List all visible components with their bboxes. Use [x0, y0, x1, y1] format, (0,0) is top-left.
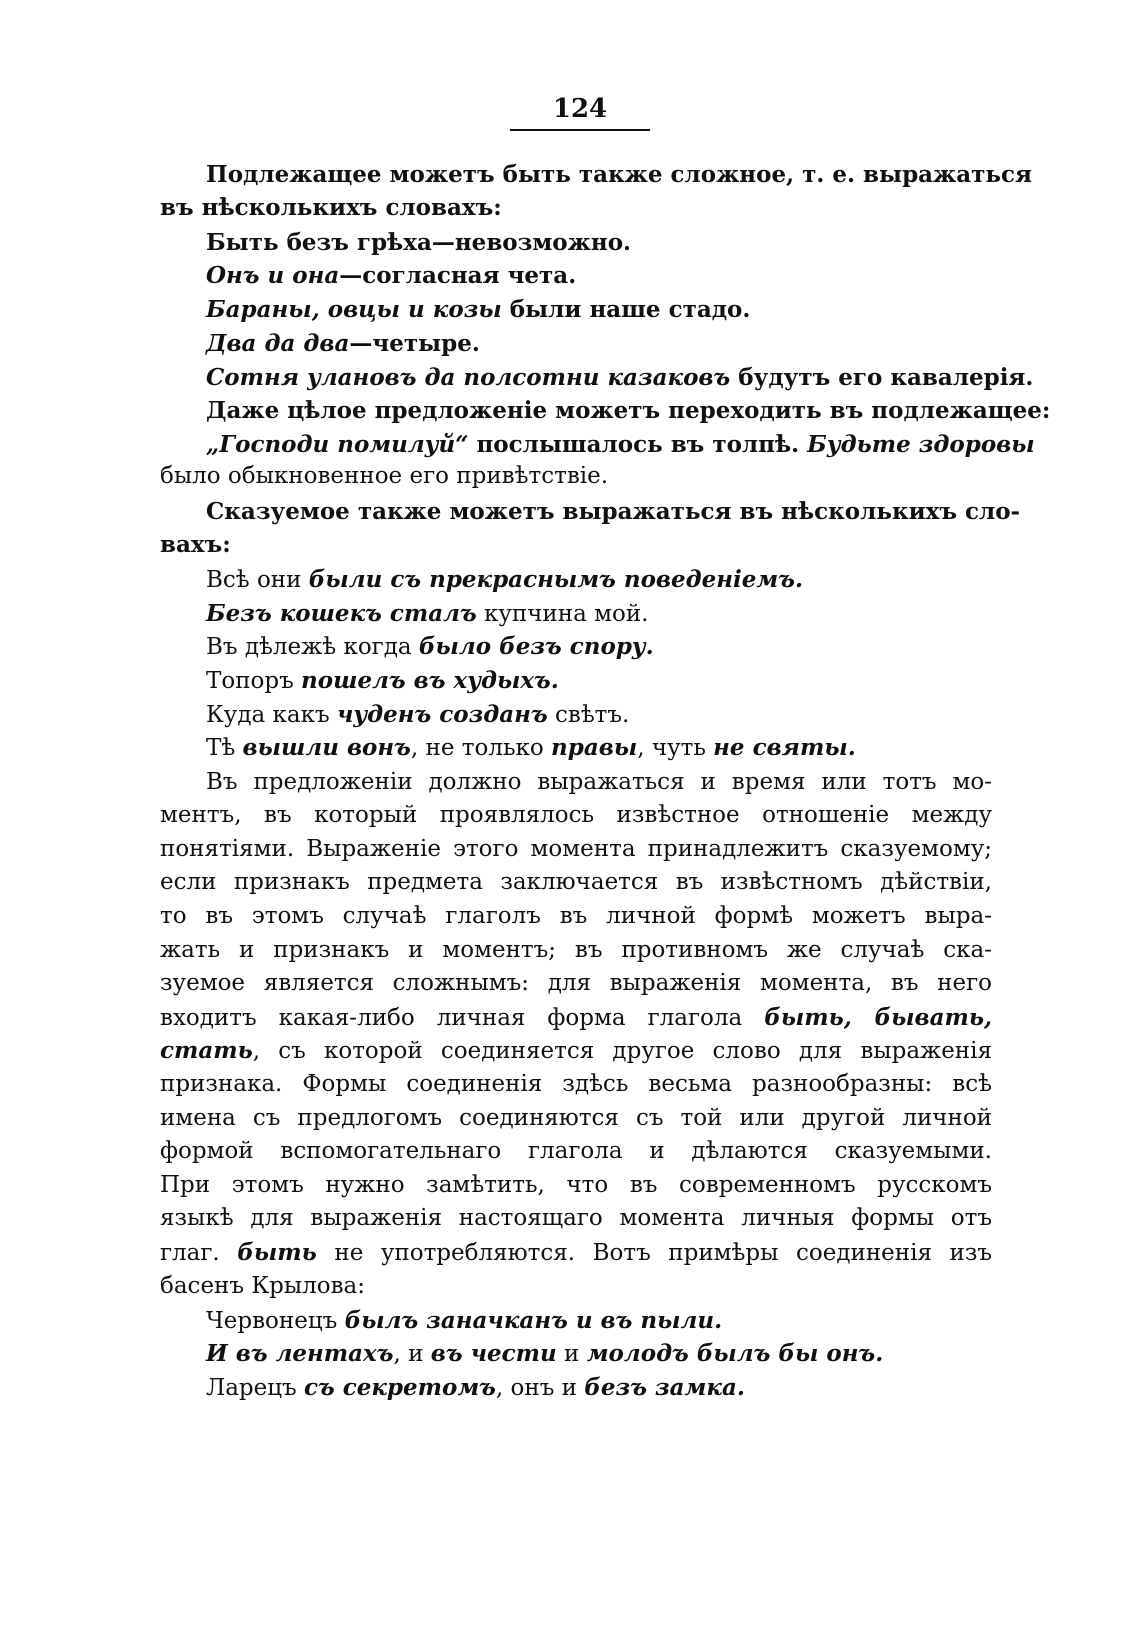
italic-text-run: правы — [551, 734, 638, 761]
italic-text-run: не святы. — [713, 734, 856, 761]
text-line — [206, 327, 992, 361]
italic-text-run: съ секретомъ — [303, 1374, 496, 1401]
text-line — [206, 259, 992, 293]
text-line — [206, 563, 992, 597]
text-line — [206, 664, 992, 698]
text-line — [160, 833, 992, 866]
text-run: , не только — [410, 735, 552, 761]
text-run: вахъ: — [160, 531, 231, 558]
text-line — [160, 1202, 992, 1235]
italic-text-run: Онъ и она — [206, 262, 340, 289]
italic-text-run: чуденъ созданъ — [336, 701, 548, 728]
text-run: понятіями. Выраженіе этого момента принадлежитъ сказуемому; — [160, 836, 992, 862]
text-run: , и — [393, 1341, 431, 1367]
text-run: Быть безъ грѣха—невозможно. — [206, 229, 632, 256]
text-line — [160, 1169, 992, 1202]
text-run: Въ предложеніи должно выражаться и время или тотъ мо- — [206, 769, 992, 795]
text-run: Даже цѣлое предложеніе можетъ переходить въ подлежащее: — [206, 397, 1051, 424]
text-run: купчина мой. — [476, 601, 649, 627]
italic-text-run: были съ прекраснымъ поведеніемъ. — [308, 566, 804, 593]
page-number: 124 — [552, 94, 608, 124]
text-run: формой вспомогательнаго глагола и дѣлаются сказуемыми. — [160, 1138, 992, 1164]
text-run: будутъ его кавалерія. — [730, 364, 1034, 391]
text-run: ментъ, въ который проявлялось извѣстное отношеніе между — [160, 802, 992, 828]
text-line — [160, 191, 992, 225]
text-run: —согласная чета. — [339, 262, 577, 289]
italic-text-run: Будьте здоровы — [807, 431, 1035, 458]
italic-text-run: въ чести — [430, 1340, 557, 1367]
text-line — [160, 1001, 992, 1035]
text-line — [206, 1371, 992, 1405]
text-line — [206, 428, 1035, 462]
text-run: имена съ предлогомъ соединяются съ той или другой личной — [160, 1105, 992, 1131]
italic-text-run: быть, бывать, — [764, 1004, 993, 1031]
text-run: Топоръ — [206, 668, 302, 694]
text-run: было обыкновенное его привѣтствіе. — [160, 463, 609, 489]
text-run: если признакъ предмета заключается въ извѣстномъ дѣйствіи, — [160, 869, 992, 895]
text-line — [206, 1337, 992, 1371]
text-run: свѣтъ. — [547, 702, 630, 728]
italic-text-run: былъ заначканъ и въ пыли. — [344, 1307, 723, 1334]
text-line — [160, 1270, 992, 1303]
text-line — [206, 1304, 992, 1338]
italic-text-run: пошелъ въ худыхъ. — [301, 667, 559, 694]
text-run: глаг. — [160, 1240, 238, 1266]
italic-text-run: стать — [160, 1037, 253, 1064]
text-line — [160, 967, 992, 1000]
text-run: были наше стадо. — [501, 296, 751, 323]
text-line — [160, 1068, 992, 1101]
text-run: и — [556, 1341, 587, 1367]
text-run: Червонецъ — [206, 1308, 345, 1334]
text-line — [206, 597, 992, 631]
text-line — [160, 460, 992, 493]
italic-text-run: Бараны, овцы и козы — [206, 296, 502, 323]
text-line — [160, 934, 992, 967]
text-line — [206, 293, 992, 327]
text-run: зуемое является сложнымъ: для выраженія момента, въ него — [160, 970, 992, 996]
text-line — [160, 528, 992, 562]
text-run: басенъ Крылова: — [160, 1273, 366, 1299]
text-run: не употребляются. Вотъ примѣры соединенія изъ — [316, 1240, 993, 1266]
text-run: , съ которой соединяется другое слово для выраженія — [252, 1038, 992, 1064]
italic-text-run: быть — [237, 1239, 317, 1266]
text-line — [206, 226, 992, 260]
text-run: При этомъ нужно замѣтить, что въ современномъ русскомъ — [160, 1172, 992, 1198]
text-run: Въ дѣлежѣ когда — [206, 634, 419, 660]
italic-text-run: было безъ спору. — [418, 633, 654, 660]
italic-text-run: „Господи помилуй“ — [206, 431, 469, 458]
text-line — [160, 1135, 992, 1168]
text-line — [206, 495, 1021, 529]
text-run: Ларецъ — [206, 1375, 304, 1401]
italic-text-run: Сотня улановъ да полсотни казаковъ — [206, 364, 731, 391]
text-line — [206, 394, 1051, 428]
text-run: Сказуемое также можетъ выражаться въ нѣсколькихъ сло- — [206, 498, 1021, 525]
italic-text-run: Два да два — [206, 330, 350, 357]
text-run: то въ этомъ случаѣ глаголъ въ личной формѣ можетъ выра- — [160, 903, 992, 929]
text-run: —четыре. — [349, 330, 480, 357]
text-run: послышалось въ толпѣ. — [468, 431, 808, 458]
text-run: Подлежащее можетъ быть также сложное, т. е. выражаться — [206, 161, 1033, 188]
text-line — [160, 799, 992, 832]
text-run: Всѣ они — [206, 567, 309, 593]
text-line — [206, 731, 992, 765]
text-line — [206, 630, 992, 664]
text-line — [206, 698, 992, 732]
text-line — [206, 158, 1033, 192]
text-run: Куда какъ — [206, 702, 337, 728]
italic-text-run: молодъ былъ бы онъ. — [586, 1340, 884, 1367]
italic-text-run: Безъ кошекъ сталъ — [206, 600, 477, 627]
text-run: языкѣ для выраженія настоящаго момента личныя формы отъ — [160, 1205, 992, 1231]
text-run: входитъ какая-либо личная форма глагола — [160, 1005, 765, 1031]
text-run: признака. Формы соединенія здѣсь весьма разнообразны: всѣ — [160, 1071, 992, 1097]
italic-text-run: безъ замка. — [584, 1374, 745, 1401]
text-line — [206, 361, 1034, 395]
text-line — [160, 866, 992, 899]
text-run: въ нѣсколькихъ словахъ: — [160, 194, 502, 221]
page-number-rule — [510, 129, 650, 131]
italic-text-run: вышли вонъ — [242, 734, 411, 761]
text-line — [206, 766, 992, 799]
italic-text-run: И въ лентахъ — [206, 1340, 394, 1367]
text-run: жать и признакъ и моментъ; въ противномъ же случаѣ ска- — [160, 937, 992, 963]
text-run: , чуть — [637, 735, 714, 761]
text-line — [160, 1236, 992, 1270]
text-run: , онъ и — [495, 1375, 585, 1401]
text-line — [160, 900, 992, 933]
text-run: Тѣ — [206, 735, 243, 761]
text-line — [160, 1102, 992, 1135]
text-line — [160, 1034, 992, 1068]
